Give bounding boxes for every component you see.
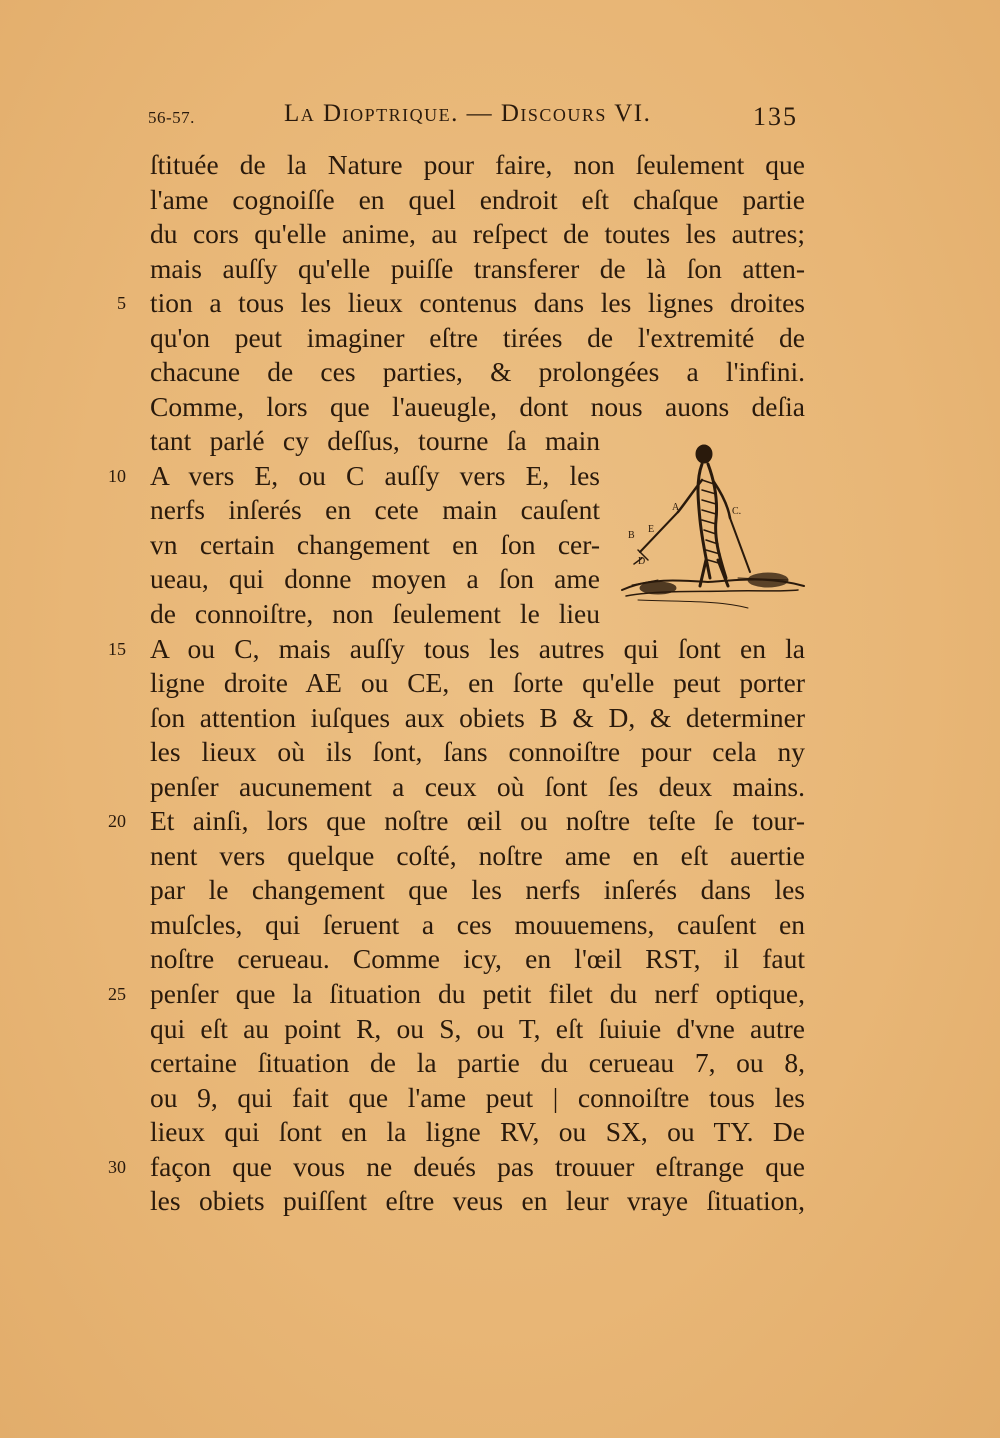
text-line: ou 9, qui fait que l'ame peut | connoiſtre tous les [150,1082,805,1113]
text-line: qui eſt au point R, ou S, ou T, eſt ſuiuie d'vne autre [150,1013,805,1044]
page-reference: 56-57. [148,108,195,127]
text-line: qu'on peut imaginer eſtre tirées de l'extremité de [150,322,805,353]
page-number: 135 [753,102,798,131]
blind-man-woodcut [618,440,808,615]
line-number: 20 [108,811,126,831]
text-line: ſtituée de la Nature pour faire, non ſeulement que [150,149,805,180]
text-line: par le changement que les nerfs inſerés dans les [150,874,805,905]
text-line: lieux qui ſont en la ligne RV, ou SX, ou TY. De [150,1116,805,1147]
text-line: du cors qu'elle anime, au reſpect de toutes les autres; [150,218,805,249]
text-line: les obiets puiſſent eſtre veus en leur vraye ſituation, [150,1185,805,1216]
running-title: La Dioptrique. — Discours VI. [284,100,652,127]
line-number: 10 [108,466,126,486]
line-number: 15 [108,639,126,659]
text-line: l'ame cognoiſſe en quel endroit eſt chaſque partie [150,184,805,215]
figure-label: E [648,524,655,535]
figure-label: B [628,530,635,541]
text-line: penſer aucunement a ceux où ſont ſes deux mains. [150,771,805,802]
line-number: 25 [108,984,126,1004]
text-line: muſcles, qui ſeruent a ces mouuemens, cauſent en [150,909,805,940]
text-line: Comme, lors que l'aueugle, dont nous auons deſia [150,391,805,422]
text-line: A ou C, mais auſſy tous les autres qui ſont en la [150,633,805,664]
line-number: 30 [108,1157,126,1177]
text-line: nent vers quelque coſté, noſtre ame en eſt auertie [150,840,805,871]
text-line: façon que vous ne deués pas trouuer eſtrange que [150,1151,805,1182]
page-header [148,100,812,136]
text-line: penſer que la ſituation du petit filet du nerf optique, [150,978,805,1009]
text-line: Et ainſi, lors que noſtre œil ou noſtre teſte ſe tour- [150,805,805,836]
text-line: nerfs inſerés en cete main cauſent [150,494,600,525]
text-line: certaine ſituation de la partie du cerueau 7, ou 8, [150,1047,805,1078]
figure-label: D [638,556,646,567]
text-line: tion a tous les lieux contenus dans les lignes droites [150,287,805,318]
text-line: chacune de ces parties, & prolongées a l'infini. [150,356,805,387]
figure-label: C. [732,506,742,517]
text-line: de connoiſtre, non ſeulement le lieu [150,598,600,629]
text-line: noſtre cerueau. Comme icy, en l'œil RST, il faut [150,943,805,974]
text-line: ueau, qui donne moyen a ſon ame [150,563,600,594]
text-line: vn certain changement en ſon cer- [150,529,600,560]
text-line: A vers E, ou C auſſy vers E, les [150,460,600,491]
text-line: tant parlé cy deſſus, tourne ſa main [150,425,600,456]
text-line: ligne droite AE ou CE, en ſorte qu'elle peut porter [150,667,805,698]
figure-label: A [672,502,680,513]
line-number: 5 [117,293,126,313]
text-line: ſon attention iuſques aux obiets B & D, & determiner [150,702,805,733]
text-line: mais auſſy qu'elle puiſſe transferer de là ſon atten- [150,253,805,284]
text-line: les lieux où ils ſont, ſans connoiſtre pour cela ny [150,736,805,767]
